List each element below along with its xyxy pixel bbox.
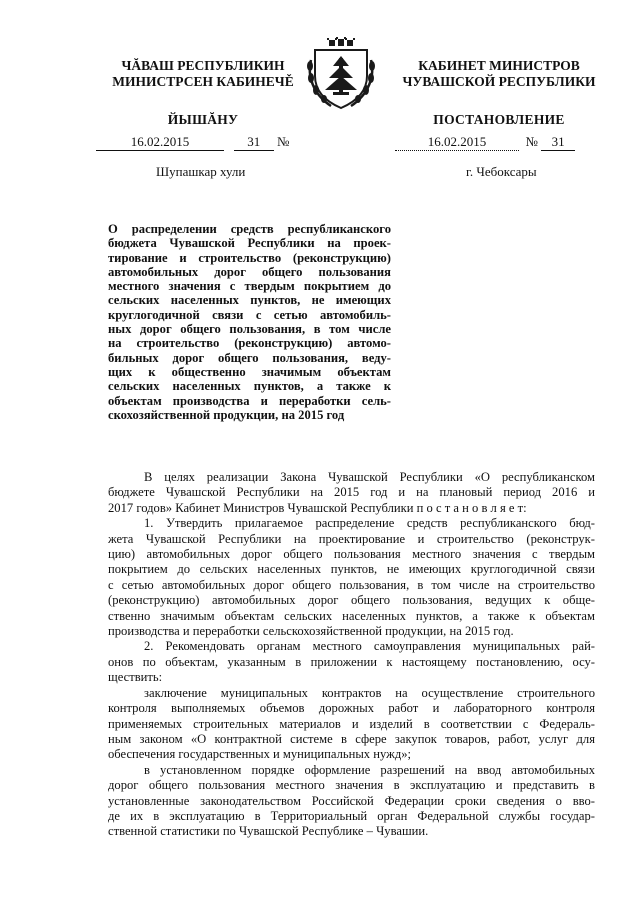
subject-line: бильных дорог общего пользования, веду- [108, 350, 391, 365]
body-line: контроля выполняемых объемов дорожных работ и лабораторного контроля [108, 701, 595, 716]
subject-line: местного значения с твердым покрытием до [108, 279, 391, 294]
body-line: ственно значимым объектам сельских населенных пунктов, а также к объектам [108, 608, 595, 623]
right-date-number [395, 134, 575, 151]
document-subject [108, 222, 391, 422]
body-line: ществить: [108, 670, 163, 685]
body-line: ным законом «О контрактной системе в сфере закупок товаров, работ, услуг для [108, 731, 595, 746]
subject-line: сельских населенных пунктов, а также к [108, 379, 391, 394]
body-line: применяемых строительных материалов и изделий в соответствии с Федераль- [108, 716, 595, 731]
body-line: (реконструкцию) автомобильных дорог общего пользования, ведущих к обще- [108, 593, 595, 608]
header-chuvash [98, 58, 308, 128]
body-line: покрытием до сельских населенных пунктов, не имеющих круглогодичной связи [108, 562, 595, 577]
header-chuvash-line-2: МИНИСТРСЕН КАБИНЕЧĚ [112, 74, 294, 89]
city-chuvash: Шупашкар хули [156, 164, 246, 179]
header-russian-line-2: ЧУВАШСКОЙ РЕСПУБЛИКИ [402, 74, 596, 89]
body-line: цию) автомобильных дорог общего пользования местного значения с твердым [108, 547, 595, 562]
body-line: с сетью автомобильных дорог общего пользования, в том числе на строительство [108, 577, 595, 592]
subject-line: О распределении средств республиканского [108, 222, 391, 236]
subject-line: сельских населенных пунктов, не имеющих [108, 293, 391, 308]
right-number: 31 [541, 134, 575, 151]
body-line: 1. Утвердить прилагаемое распределение средств республиканского бюд- [144, 516, 595, 531]
body-line: 2017 годов» Кабинет Министров Чувашской Республики п о с т а н о в л я е т: [108, 500, 527, 515]
body-line: в установленном порядке оформление разрешений на ввод автомобильных [144, 762, 595, 777]
document-body [108, 470, 595, 840]
body-line: заключение муниципальных контрактов на осуществление строительного [144, 685, 595, 700]
chuvash-coat-of-arms-icon [305, 36, 377, 112]
subject-line: тирование и строительство (реконструкцию) [108, 250, 391, 265]
header-chuvash-title: ЙЫШĂНУ [167, 112, 239, 127]
body-line: производства и переработки сельскохозяйственной продукции, на 2015 год. [108, 624, 514, 639]
body-line: установленные законодательством Российской Федерации сроки сведения о вво- [108, 793, 595, 808]
city-russian: г. Чебоксары [466, 164, 537, 179]
body-line: бюджете Чувашской Республики на 2015 год и на плановый период 2016 и [108, 485, 595, 500]
body-line: ственной статистики по Чувашской Республике – Чувашии. [108, 824, 429, 839]
body-line: жета Чувашской Республики на проектирование и строительство (реконструк- [108, 531, 595, 546]
right-number-sign: № [525, 134, 538, 149]
body-line: обеспечения государственных и муниципальных нужд»; [108, 747, 412, 762]
body-line: онов по объектам, указанным в приложении к настоящему постановлению, осу- [108, 654, 595, 669]
left-number: 31 [234, 134, 274, 151]
header-russian-line-1: КАБИНЕТ МИНИСТРОВ [418, 58, 580, 73]
subject-line: круглогодичной связи с сетью автомобиль- [108, 307, 391, 322]
body-line: В целях реализации Закона Чувашской Республики «О республиканском [144, 470, 595, 484]
left-number-sign: № [277, 134, 290, 149]
left-date: 16.02.2015 [96, 134, 224, 151]
subject-line: ных дорог общего пользования, в том числе [108, 322, 391, 337]
header-chuvash-line-1: ЧĂВАШ РЕСПУБЛИКИН [121, 58, 285, 73]
body-line: дорог общего пользования местного значения в эксплуатацию и представить в [108, 778, 595, 793]
subject-line: объектам производства и переработки сель- [108, 393, 391, 408]
subject-line: на строительство (реконструкцию) автомо- [108, 336, 391, 351]
body-line: 2. Рекомендовать органам местного самоуправления муниципальных рай- [144, 639, 595, 654]
right-date: 16.02.2015 [395, 134, 519, 151]
body-line: де их в эксплуатацию в Территориальный орган Федеральной службы государ- [108, 808, 595, 823]
header-russian [384, 58, 614, 128]
left-date-number [96, 134, 289, 151]
subject-line: скохозяйственной продукции, на 2015 год [108, 407, 345, 422]
header-russian-title: ПОСТАНОВЛЕНИЕ [433, 112, 565, 127]
subject-line: щих к общественно значимым объектам [108, 364, 391, 379]
subject-line: бюджета Чувашской Республики на проек- [108, 236, 391, 251]
subject-line: автомобильных дорог общего пользования [108, 264, 391, 279]
